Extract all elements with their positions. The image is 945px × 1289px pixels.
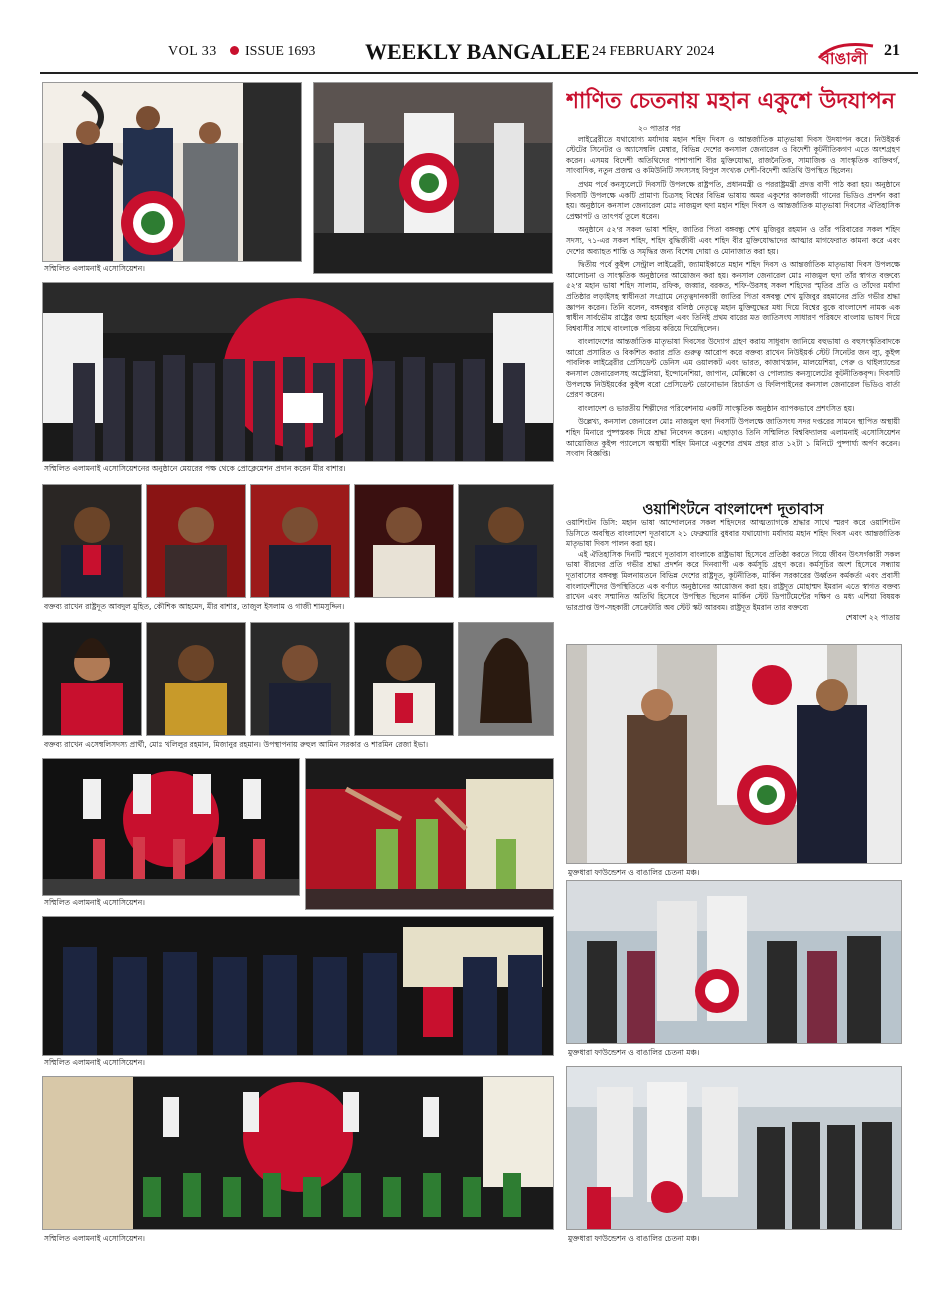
article-paragraph: বাংলাদেশ ও ভারতীয় শিল্পীদের পরিবেশনায় একটি সাংস্কৃতিক অনুষ্ঠান ব্যাপকভাবে প্রশংসিত হয়।: [578, 403, 855, 413]
article-paragraph: দ্বিতীয় পর্বে কুইন্স সেন্ট্রাল লাইব্রেরী, জ্যামাইকাতে মহান শহিদ দিবস ও আন্তর্জাতিক মাতৃভাষা দিবস উপলক্ষে আলোচনা ও সাংস্কৃতিক অনুষ্ঠানের আয়োজন করা হয়। কনসাল জেনারেল মোঃ নাজমুল হুদা তাঁর স্বাগত বক্তব্যে ৫২'র মহান ভাষা শহিদ সালাম, রফিক, জব্বার, বরকত, শফি-উরসহ সকল শহিদের স্মৃতির প্রতি ও তাঁদের মর্যাদা প্রতিষ্ঠার লড়াইসহ স্বাধীনতা সংগ্রামে নেতৃত্বদানকারী জাতির পিতা বঙ্গবন্ধু শেখ মুজিবুর রহমানের প্রতি গভীর শ্রদ্ধা জ্ঞাপন করেন। তিনি বলেন, বঙ্গবন্ধুর বলিষ্ঠ নেতৃত্বে মহান মুক্তিযুদ্ধের মধ্য দিয়ে বিশ্বের বুকে বাংলাদেশ নামক এক স্বাধীন সার্বভৌম রাষ্ট্রের জন্ম হয়েছিল এবং তিনিই প্রথম বারের মত জাতিসংঘ সাধারণ পরিষদে বাংলায় ভাষণ দিয়ে বিশ্ববাসীর সাথে বাংলাকে পরিচয় করিয়ে দিয়েছিলেন।: [566, 260, 900, 333]
svg-text:বাঙালী: বাঙালী: [821, 49, 868, 68]
caption-5: সম্মিলিত এলামনাই এসোসিয়েশন।: [44, 898, 145, 907]
continued-on: শেষাংশ ২২ পাতায়: [845, 613, 900, 623]
photo-speaker-8: [250, 622, 350, 736]
photo-shaheed-minar-wreath: [313, 82, 553, 274]
caption-9: মুক্তধারা ফাউন্ডেশন ও বাঙালির চেতনা মঞ্চ।: [568, 1048, 700, 1057]
volume-label: VOL 33: [168, 44, 217, 59]
article-headline: শাণিত চেতনায় মহান একুশে উদযাপন: [566, 89, 895, 114]
caption-8: মুক্তধারা ফাউন্ডেশন ও বাঙালির চেতনা মঞ্চ।: [568, 868, 700, 877]
photo-speakers-row2: [42, 622, 142, 736]
photo-stage-proclamation: [42, 282, 554, 462]
caption-6: সম্মিলিত এলামনাই এসোসিয়েশন।: [44, 1058, 145, 1067]
article-paragraph: ওয়াশিংটন ডিসি: মহান ভাষা আন্দোলনের সকল শহিদদের আত্মত্যাগকে শ্রদ্ধার সাথে স্মরণ করে ওয়াশিংটন ডিসিতে অবস্থিত বাংলাদেশ দূতাবাসে ২১ ফেব্রুয়ারি বুধবার যথাযোগ্য মর্যাদায় মহান শহিদ দিবস এবং আন্তর্জাতিক মাতৃভাষা দিবস পালন করা হয়।: [566, 518, 900, 549]
caption-4: বক্তব্য রাখেন এসেম্বলিসদস্য প্রার্থী, মোঃ খলিলুর রহমান, মিজানুর রহমান। উপস্থাপনায় রুহুল আমিন সরকার ও শারমিন রেজা ইভা।: [44, 740, 429, 749]
paper-name: WEEKLY BANGALEE: [365, 39, 591, 64]
article-paragraph: লাইব্রেরীতে যথাযোগ্য মর্যাদায় মহান শহিদ দিবস ও আন্তর্জাতিক মাতৃভাষা দিবস উদযাপন করে। নিউইয়র্ক স্টেটের সিনেটর ও অ্যাসেম্বলি মেম্বার, বিভিন্ন দেশের কনসাল জেনারেল ও বিদেশী কূটনীতিকগণ এতে অংশগ্রহণ করেন। এসময় বিদেশী অতিথিদের পাশাপাশি বীর মুক্তিযোদ্ধা, রাজনৈতিক, সামাজিক ও সাংস্কৃতিক ব্যক্তিবর্গ, সাংবাদিক, নতুন প্রজন্ম ও কমিউনিটি সদস্যসহ বিপুল সংখ্যক দেশী-বিদেশী অতিথি উপস্থিত ছিলেন।: [566, 134, 900, 176]
issue-label: ISSUE 1693: [245, 44, 316, 59]
separator-dot-icon: [230, 46, 239, 55]
photo-speakers-row1: [42, 484, 142, 598]
photo-children-performance: [42, 1076, 554, 1230]
header-rule: [40, 72, 918, 74]
continued-from: ২০ পাতার পর: [638, 124, 681, 133]
article-body: [566, 124, 900, 463]
caption-10: মুক্তধারা ফাউন্ডেশন ও বাঙালির চেতনা মঞ্চ।: [568, 1234, 700, 1243]
photo-stage-performance: [42, 758, 300, 896]
photo-minar-crowd: [566, 880, 902, 1044]
photo-minar-wreath-outdoor: [566, 644, 902, 864]
article-paragraph: অনুষ্ঠানে ৫২'র সকল ভাষা শহিদ, জাতির পিতা বঙ্গবন্ধু শেখ মুজিবুর রহমান ও তাঁর পরিবারের সকল শহিদ সদস্য, ৭১-এর সকল শহিদ, শহিদ বুদ্ধিজীবী এবং শহিদ বীর মুক্তিযোদ্ধাদের আত্মার মাগফেরাত কামনা করে এবং দেশের অব্যাহত শান্তি ও সমৃদ্ধির জন্য বিশেষ দোয়া ও মোনাজাত করা হয়।: [566, 225, 900, 256]
photo-speaker-3: [250, 484, 350, 598]
caption-2: সম্মিলিত এলামনাই এসোসিয়েশনের অনুষ্ঠানে মেয়রের পক্ষ থেকে প্রোক্লেমেশন প্রদান করেন মীর বাশার।: [44, 464, 346, 473]
page-header: [0, 36, 945, 72]
article-body-2: [566, 518, 900, 624]
photo-stage-group: [42, 916, 554, 1056]
paper-logo: [815, 36, 877, 68]
photo-dance: [305, 758, 554, 910]
photo-speaker-7: [146, 622, 246, 736]
caption-7: সম্মিলিত এলামনাই এসোসিয়েশন।: [44, 1234, 145, 1243]
article-subheadline: ওয়াশিংটনে বাংলাদেশ দূতাবাস: [642, 500, 824, 518]
photo-speaker-9: [354, 622, 454, 736]
article-paragraph: এই ঐতিহাসিক দিনটি স্মরণে দূতাবাস বাংলাকে রাষ্ট্রভাষা হিসেবে প্রতিষ্ঠা করতে গিয়ে জীবন উৎসর্গকারী সকল ভাষা বীরদের প্রতি গভীর শ্রদ্ধা প্রদর্শন করে দিনব্যাপী এক কর্মসূচি গ্রহণ করে। কর্মসূচির অংশ হিসেবে সন্ধ্যায় দূতাবাসের বঙ্গবন্ধু মিলনায়তনে বিভিন্ন দেশের রাষ্ট্রদূত, কূটনীতিক, মার্কিন সরকারের উর্ধ্বতন কর্মকর্তা এবং প্রবাসী বাংলাদেশীদের উপস্থিতিতে এক বর্ণাঢ্য অনুষ্ঠানের আয়োজন করা হয়। রাষ্ট্রদূত মোহাম্মদ ইমরান এতে স্বাগত বক্তব্য রাখেন এবং সম্মানিত অতিথি হিসেবে উপস্থিত ছিলেন মার্কিন স্টেট ডিপার্টমেন্টের দক্ষিণ ও মধ্য এশিয়া বিষয়ক ভারপ্রাপ্ত উপ-সহকারী সেক্রেটারি অব স্টেট স্কট আরবম। রাষ্ট্রদূত ইমরান তার বক্তব্যে: [566, 549, 900, 612]
caption-1: সম্মিলিত এলামনাই এসোসিয়েশন।: [44, 264, 145, 273]
issue-date: 24 FEBRUARY 2024: [592, 44, 715, 59]
article-paragraph: প্রথম পর্বে কনস্যুলেটে দিবসটি উপলক্ষে রাষ্ট্রপতি, প্রধানমন্ত্রী ও পররাষ্ট্রমন্ত্রী প্রদত্ত বাণী পাঠ করা হয়। অনুষ্ঠানে দিবসটি উপলক্ষে একটি প্রামাণ্য চিত্রসহ বিশ্বের বিভিন্ন ভাষায় অমর একুশের কালজয়ী গানের ভিডিও প্রদর্শন করা হয়। অনুষ্ঠানে কনসাল জেনারেল মোঃ নাজমুল হুদা মহান শহিদ দিবস ও আন্তর্জাতিক মাতৃভাষা দিবসের ঐতিহাসিক প্রেক্ষাপট ও তাৎপর্য তুলে ধরেন।: [566, 179, 900, 221]
article-paragraph: উল্লেখ্য, কনসাল জেনারেল মোঃ নাজমুল হুদা দিবসটি উপলক্ষে জাতিসংঘ সদর দপ্তরের সামনে স্থাপিত অস্থায়ী শহিদ মিনারে পুষ্পস্তবক দিয়ে শ্রদ্ধা নিবেদন করেন। এছাড়াও তিনি সম্মিলিত বিশ্ববিদ্যালয় এলামনাই এসোসিয়েশন আয়োজিত কুইন্স প্যালেসে অস্থায়ী শহিদ মিনারে একুশের প্রথম প্রহর রাত ১২টা ১ মিনিটে পুষ্পার্ঘ্য অর্পণ করেন। সংবাদ বিজ্ঞপ্তি।: [566, 417, 900, 459]
photo-speaker-2: [146, 484, 246, 598]
photo-speaker-10: [458, 622, 554, 736]
photo-speaker-5: [458, 484, 554, 598]
photo-group-wreath: [42, 82, 302, 262]
caption-3: বক্তব্য রাখেন রাষ্ট্রদূত আবদুল মুহিত, কৌশিক আহমেদ, মীর বাশার, তাজুল ইসলাম ও গাজী শামসুদ্দিন।: [44, 602, 345, 611]
page-number: 21: [884, 42, 900, 59]
article-paragraph: বাংলাদেশের আন্তর্জাতিক মাতৃভাষা দিবসের উদ্যোগ গ্রহণ করায় সাধুবাদ জানিয়ে বহুভাষা ও বহুসংস্কৃতিবাদকে আরো প্রসারিত ও বিকশিত করার প্রতি গুরুত্ব আরোপ করে বক্তব্য রাখেন নিউইয়র্ক স্টেট সিনেটর জন ল্যু, কুইন্স পাবলিক লাইব্রেরীর প্রেসিডেন্ট ডেনিস এম ওয়ালকট এবং ভারত, কাজাখস্তান, মালয়েশিয়া, পেরু ও থাইল্যান্ডের কনসাল জেনারেলসহ অস্ট্রেলিয়া, ইন্দোনেশিয়া, জাপান, মেক্সিকো ও পোল্যান্ড কনস্যুলেটের কূটনীতিকবৃন্দ। দিবসটি উপলক্ষে নিউইয়র্কের কুইন্স বরো প্রেসিডেন্ট ডোনোভান রিচার্ডস ও ফিলিপাইনের কনসাল জেনারেল ভিডিও বার্তা প্রেরণ করেন।: [566, 337, 900, 400]
photo-speaker-4: [354, 484, 454, 598]
photo-minar-gathering: [566, 1066, 902, 1230]
